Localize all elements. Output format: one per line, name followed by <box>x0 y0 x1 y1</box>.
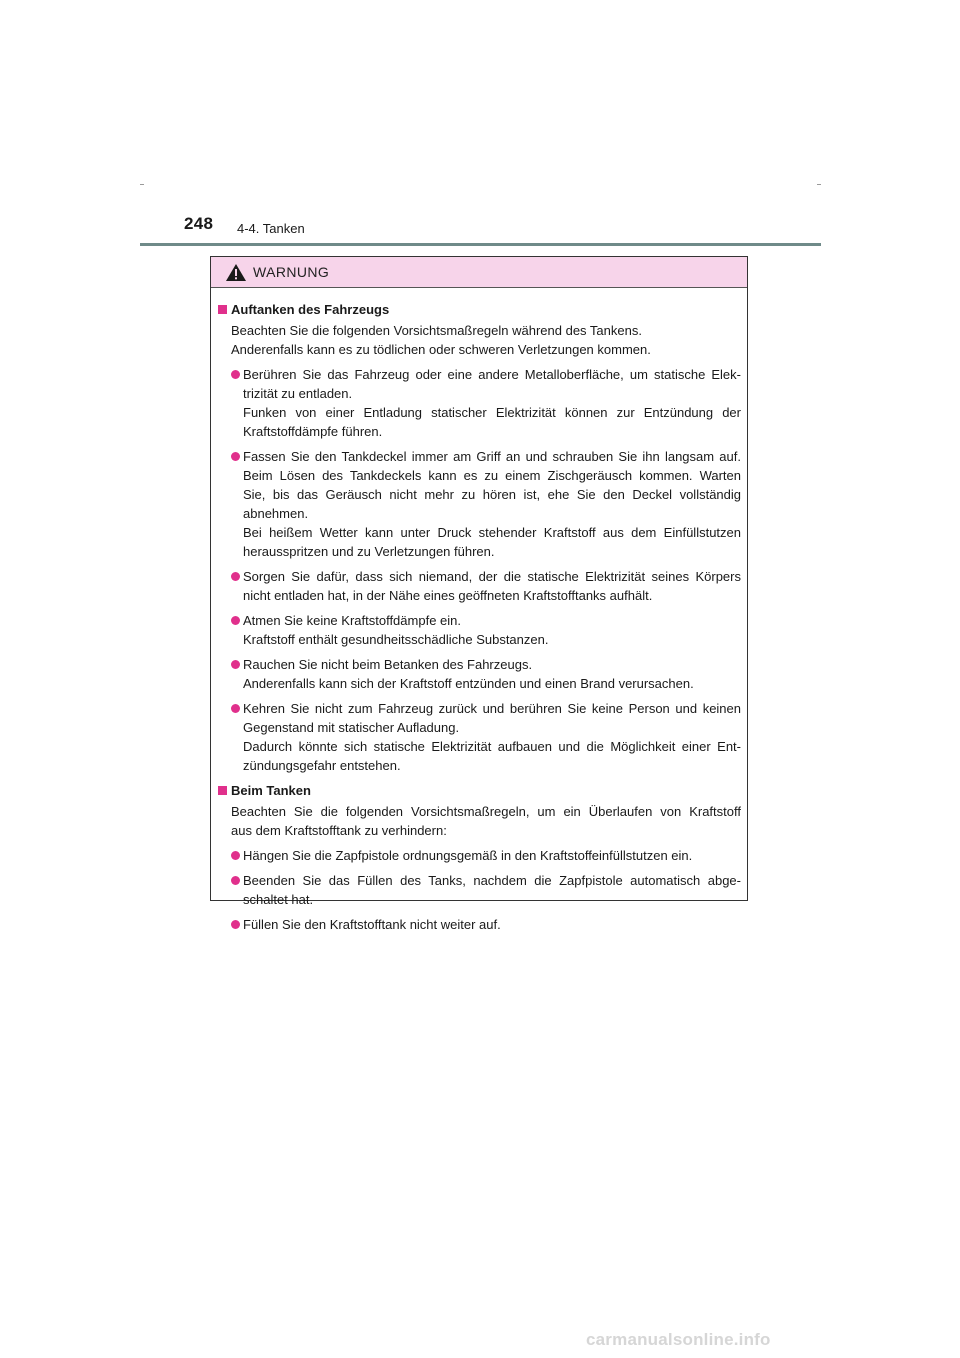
section-heading-text: Auftanken des Fahrzeugs <box>231 302 390 317</box>
warning-content <box>211 288 747 934</box>
bullet-item <box>217 699 741 775</box>
bullet-line: schaltet hat. <box>243 892 314 907</box>
circle-bullet-icon <box>231 572 240 581</box>
circle-bullet-icon <box>231 660 240 669</box>
bullet-item <box>217 447 741 561</box>
bullet-line: herausspritzen und zu Verletzungen führen. <box>243 544 495 559</box>
bullet-line: Fassen Sie den Tankdeckel immer am Griff an und schrauben Sie ihn langsam auf. <box>243 449 741 464</box>
warning-header <box>211 257 747 288</box>
square-bullet-icon <box>218 786 227 795</box>
bullet-line: Anderenfalls kann sich der Kraftstoff entzünden und einen Brand verursachen. <box>243 676 694 691</box>
crop-mark-right <box>817 184 821 185</box>
bullet-line: Sie, bis das Geräusch nicht mehr zu hören ist, ehe Sie den Deckel vollständig <box>243 487 741 502</box>
bullet-item <box>217 871 741 909</box>
circle-bullet-icon <box>231 851 240 860</box>
bullet-line: trizität zu entladen. <box>243 386 353 401</box>
bullet-line: nicht entladen hat, in der Nähe eines geöffneten Kraftstofftanks aufhält. <box>243 588 653 603</box>
bullet-line: Hängen Sie die Zapfpistole ordnungsgemäß in den Kraftstoffeinfüllstutzen ein. <box>243 848 693 863</box>
bullet-line: Atmen Sie keine Kraftstoffdämpfe ein. <box>243 613 461 628</box>
section-title: 4-4. Tanken <box>237 221 305 236</box>
circle-bullet-icon <box>231 616 240 625</box>
bullet-line: Kraftstoffdämpfe führen. <box>243 424 383 439</box>
bullet-item <box>217 655 741 693</box>
bullet-line: Kraftstoff enthält gesundheitsschädliche Substanzen. <box>243 632 549 647</box>
bullet-item <box>217 365 741 441</box>
section-heading <box>217 781 741 800</box>
header-rule <box>140 243 821 246</box>
page-header <box>140 214 821 248</box>
bullet-line: Sorgen Sie dafür, dass sich niemand, der die statische Elektrizität seines Körpers <box>243 569 741 584</box>
circle-bullet-icon <box>231 452 240 461</box>
bullet-line: zündungsgefahr entstehen. <box>243 758 401 773</box>
bullet-line: Füllen Sie den Kraftstofftank nicht weiter auf. <box>243 917 501 932</box>
bullet-line: Kehren Sie nicht zum Fahrzeug zurück und berühren Sie keine Person und keinen <box>243 701 741 716</box>
bullet-line: Berühren Sie das Fahrzeug oder eine andere Metalloberfläche, um statische Elek- <box>243 367 741 382</box>
warning-triangle-icon <box>225 263 247 282</box>
circle-bullet-icon <box>231 370 240 379</box>
warning-box <box>210 256 748 932</box>
circle-bullet-icon <box>231 704 240 713</box>
intro-line: Anderenfalls kann es zu tödlichen oder schweren Verletzungen kommen. <box>231 342 651 357</box>
bullet-line: Gegenstand mit statischer Aufladung. <box>243 720 460 735</box>
watermark-logo: carmanualsonline.info <box>586 1330 771 1349</box>
bullet-item <box>217 846 741 865</box>
bullet-item <box>217 915 741 934</box>
bullet-item <box>217 567 741 605</box>
intro-line: Beachten Sie die folgenden Vorsichtsmaßregeln während des Tankens. <box>231 323 642 338</box>
bullet-line: Bei heißem Wetter kann unter Druck stehender Kraftstoff aus dem Einfüllstutzen <box>243 525 741 540</box>
section-intro <box>217 321 741 359</box>
circle-bullet-icon <box>231 876 240 885</box>
bullet-line: Dadurch könnte sich statische Elektrizität aufbauen und die Möglichkeit einer Ent- <box>243 739 741 754</box>
section-heading <box>217 300 741 319</box>
bullet-line: Rauchen Sie nicht beim Betanken des Fahrzeugs. <box>243 657 533 672</box>
bullet-line: Beenden Sie das Füllen des Tanks, nachdem die Zapfpistole automatisch abge- <box>243 873 741 888</box>
bullet-item <box>217 611 741 649</box>
warning-title: WARNUNG <box>253 264 330 280</box>
bullet-line: Funken von einer Entladung statischer Elektrizität können zur Entzündung der <box>243 405 741 420</box>
square-bullet-icon <box>218 305 227 314</box>
intro-line: aus dem Kraftstofftank zu verhindern: <box>231 823 447 838</box>
page-number: 248 <box>184 214 214 233</box>
section-heading-text: Beim Tanken <box>231 783 311 798</box>
crop-mark-left <box>140 184 144 185</box>
section-intro <box>217 802 741 840</box>
circle-bullet-icon <box>231 920 240 929</box>
bullet-line: abnehmen. <box>243 506 309 521</box>
intro-line: Beachten Sie die folgenden Vorsichtsmaßregeln, um ein Überlaufen von Kraftstoff <box>231 804 741 819</box>
bullet-line: Beim Lösen des Tankdeckels kann es zu einem Zischgeräusch kommen. Warten <box>243 468 741 483</box>
